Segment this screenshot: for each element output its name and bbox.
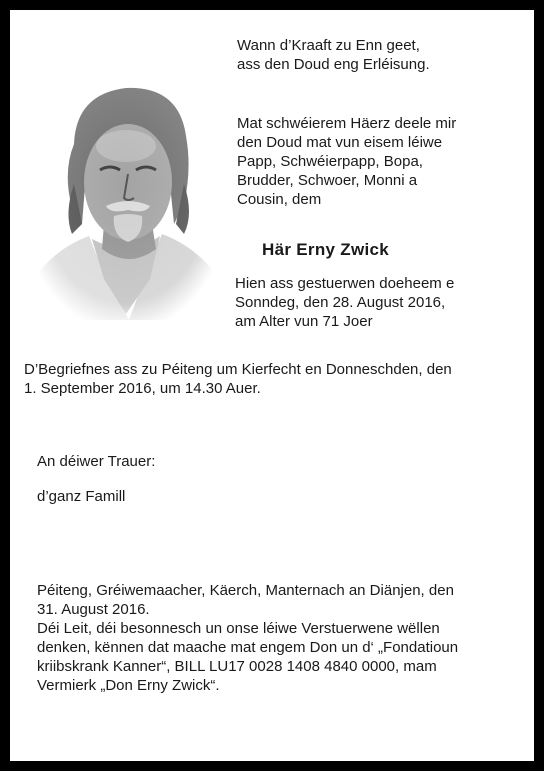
mourners-family: d’ganz Famill (37, 488, 126, 505)
deceased-name: Här Erny Zwick (262, 240, 390, 259)
closing-line: 31. August 2016. (37, 601, 150, 618)
mourners-heading: An déiwer Trauer: (37, 453, 156, 470)
motto-line: ass den Doud eng Erléisung. (237, 56, 430, 73)
announcement-intro (237, 114, 456, 209)
intro-line: Brudder, Schwoer, Monni a (237, 172, 418, 189)
funeral-details (24, 360, 452, 398)
closing-line: Déi Leit, déi besonnesch un onse léiwe Verstuerwene wëllen (37, 620, 440, 637)
portrait-photo (34, 74, 216, 320)
intro-line: Cousin, dem (237, 191, 322, 208)
death-details (235, 274, 454, 331)
motto-quote (237, 36, 430, 74)
closing-line: Vermierk „Don Erny Zwick“. (37, 677, 220, 694)
intro-line: Papp, Schwéierpapp, Bopa, (237, 153, 423, 170)
motto-line: Wann d’Kraaft zu Enn geet, (237, 37, 420, 54)
funeral-line: 1. September 2016, um 14.30 Auer. (24, 380, 261, 397)
death-line: Hien ass gestuerwen doeheem e (235, 275, 455, 292)
closing-details (37, 581, 458, 695)
obituary-card (10, 10, 534, 761)
closing-line: kriibskrank Kanner“, BILL LU17 0028 1408 4840 0000, mam (37, 658, 437, 675)
death-line: am Alter vun 71 Joer (235, 313, 373, 330)
funeral-line: D’Begriefnes ass zu Péiteng um Kierfecht en Donneschden, den (24, 361, 452, 378)
closing-line: denken, kënnen dat maache mat engem Don un d‘ „Fondatioun (37, 639, 459, 656)
intro-line: Mat schwéierem Häerz deele mir (237, 115, 457, 132)
closing-line: Péiteng, Gréiwemaacher, Käerch, Manternach an Diänjen, den (37, 582, 454, 599)
death-line: Sonndeg, den 28. August 2016, (235, 294, 446, 311)
intro-line: den Doud mat vun eisem léiwe (237, 134, 443, 151)
